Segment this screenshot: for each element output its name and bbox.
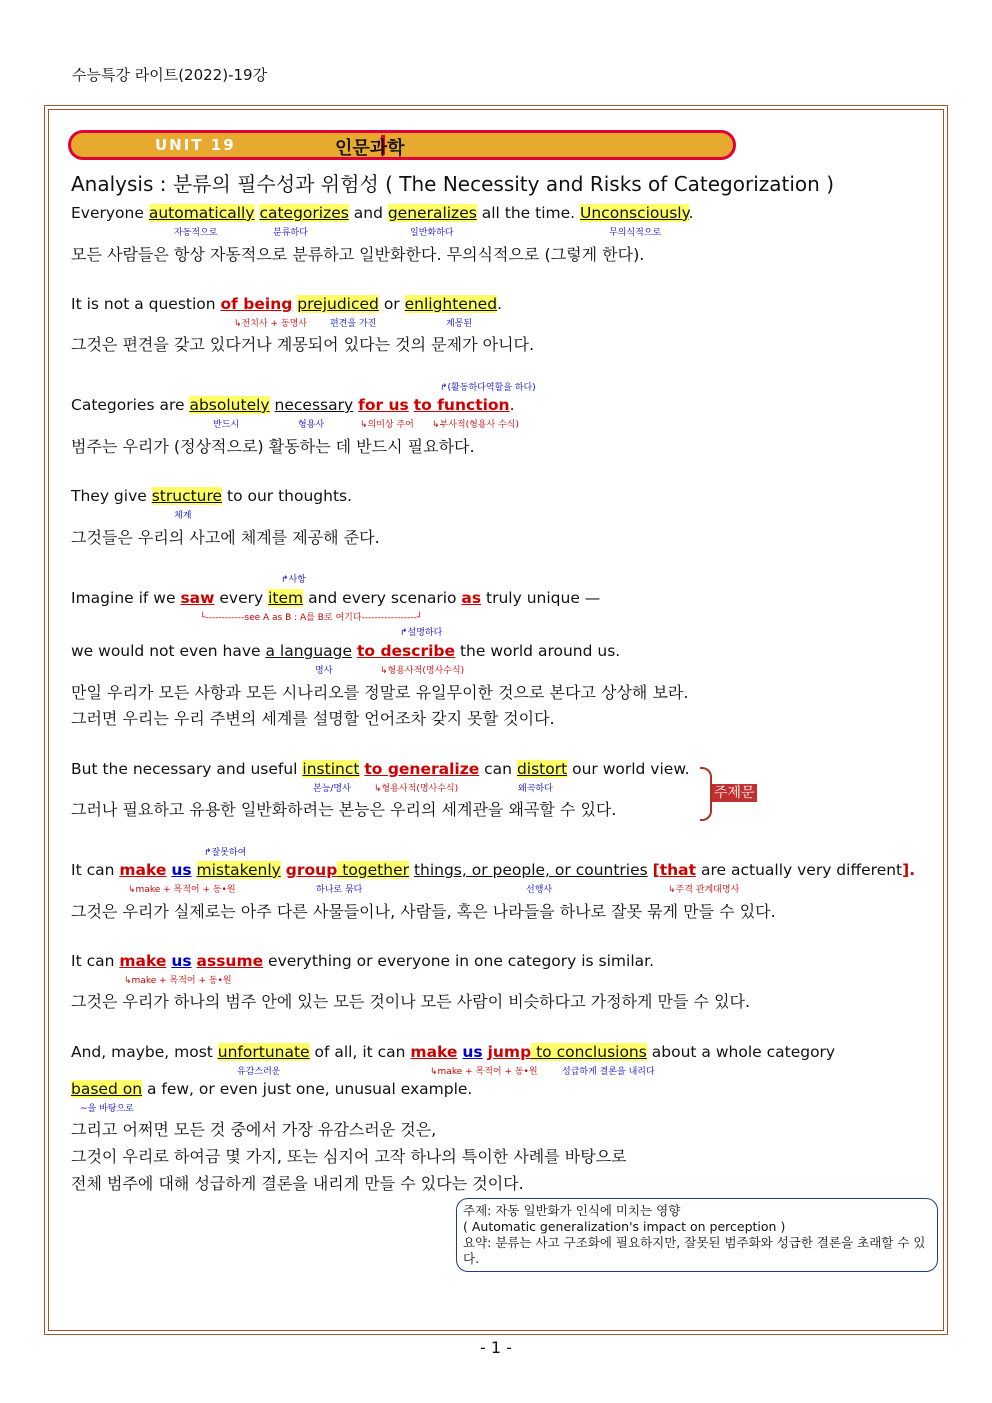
translation-8: 그것은 우리가 하나의 범주 안에 있는 모든 것이나 모든 사람이 비슷하다고 가정하게 만들 수 있다. xyxy=(71,992,751,1011)
annotation: 유감스러운 xyxy=(237,1067,281,1077)
annotation: 반드시 xyxy=(213,420,240,430)
unit-subject: 인문과학 xyxy=(335,138,405,159)
theme-sentence-tag: 주제문 xyxy=(714,785,755,801)
page-title: Analysis : 분류의 필수성과 위험성 ( The Necessity and Risks of Categorization ) xyxy=(71,172,834,196)
annotation: ↱잘못하여 xyxy=(204,848,247,858)
translation-5a: 만일 우리가 모든 사항과 모든 시나리오를 정말로 유일무이한 것으로 본다고 상상해 보라. xyxy=(71,683,689,702)
annotation: 자동적으로 xyxy=(174,228,218,238)
annotation: 선행사 xyxy=(526,885,553,895)
annotation: 왜곡하다 xyxy=(518,784,553,794)
annotation: 분류하다 xyxy=(273,228,308,238)
summary-text: 요약: 분류는 사고 구조화에 필요하지만, 잘못된 범주화와 성급한 결론을 초래할 수 있다. xyxy=(463,1235,926,1266)
annotation: ↳형용사적(명사수식) xyxy=(374,784,459,794)
sentence-4: They give structure to our thoughts. xyxy=(71,487,353,505)
sentence-8: It can make us assume everything or everyone in one category is similar. xyxy=(71,952,655,970)
annotation: ↱(활동하다역할을 하다) xyxy=(440,383,536,393)
translation-7: 그것은 우리가 실제로는 아주 다른 사물들이나, 사람들, 혹은 나라들을 하나로 잘못 묶게 만들 수 있다. xyxy=(71,902,776,921)
sentence-3: Categories are absolutely necessary for us to function. xyxy=(71,396,515,414)
translation-1: 모든 사람들은 항상 자동적으로 분류하고 일반화한다. 무의식적으로 (그렇게 한다). xyxy=(71,245,645,264)
annotation: 형용사 xyxy=(298,420,325,430)
summary-theme-english: ( Automatic generalization's impact on perception ) xyxy=(463,1219,786,1234)
summary-theme: 주제: 자동 일반화가 인식에 미치는 영향 xyxy=(463,1203,681,1218)
annotation: ↳형용사적(명사수식) xyxy=(380,666,465,676)
annotation: 계몽된 xyxy=(446,319,473,329)
annotation: ↳make + 목적어 + 동•원 xyxy=(430,1067,538,1077)
sentence-6: But the necessary and useful instinct to generalize can distort our world view. xyxy=(71,760,690,778)
summary-box xyxy=(456,1198,938,1272)
translation-5b: 그러면 우리는 우리 주변의 세계를 설명할 언어조차 갖지 못할 것이다. xyxy=(71,709,555,728)
page-number: - 1 - xyxy=(480,1338,512,1357)
annotation: ↳의미상 주어 xyxy=(360,420,414,430)
sentence-5a: Imagine if we saw every item and every scenario as truly unique — xyxy=(71,589,601,607)
unit-label: UNIT 19 xyxy=(77,135,385,155)
annotation: ↳make + 목적어 + 동•원 xyxy=(128,885,236,895)
translation-2: 그것은 편견을 갖고 있다거나 계몽되어 있다는 것의 문제가 아니다. xyxy=(71,335,535,354)
sentence-1: Everyone automatically categorizes and generalizes all the time. Unconsciously. xyxy=(71,204,694,222)
annotation: ↳부사적(형용사 수식) xyxy=(432,420,519,430)
sentence-7: It can make us mistakenly group together things, or people, or countries [that are actually very different]. xyxy=(71,861,916,879)
annotation: 성급하게 결론을 내리다 xyxy=(562,1067,655,1077)
translation-3: 범주는 우리가 (정상적으로) 활동하는 데 반드시 필요하다. xyxy=(71,437,475,456)
unit-banner xyxy=(68,130,736,160)
theme-bracket xyxy=(700,767,712,821)
document-header: 수능특강 라이트(2022)-19강 xyxy=(72,66,268,84)
annotation: ↱사항 xyxy=(281,575,306,585)
translation-9a: 그리고 어쩌면 모든 것 중에서 가장 유감스러운 것은, xyxy=(71,1120,437,1139)
annotation: ↳make + 목적어 + 동•원 xyxy=(124,976,232,986)
annotation: ~을 바탕으로 xyxy=(80,1104,134,1114)
translation-9c: 전체 범주에 대해 성급하게 결론을 내리게 만들 수 있다는 것이다. xyxy=(71,1174,524,1193)
annotation: 하나로 묶다 xyxy=(316,885,363,895)
annotation: └------------see A as B : A를 B로 여기다-----------------┘ xyxy=(200,613,423,623)
annotation: 명사 xyxy=(315,666,333,676)
sentence-9a: And, maybe, most unfortunate of all, it can make us jump to conclusions about a whole category xyxy=(71,1043,836,1061)
annotation: 일반화하다 xyxy=(410,228,454,238)
annotation: ↱설명하다 xyxy=(400,628,443,638)
translation-6: 그러나 필요하고 유용한 일반화하려는 본능은 우리의 세계관을 왜곡할 수 있다. xyxy=(71,800,617,819)
annotation: 편견을 가진 xyxy=(330,319,377,329)
annotation: 본능/명사 xyxy=(313,784,351,794)
translation-4: 그것들은 우리의 사고에 체계를 제공해 준다. xyxy=(71,528,380,547)
annotation: 무의식적으로 xyxy=(609,228,662,238)
annotation: ↳주격 관계대명사 xyxy=(668,885,740,895)
annotation: ↳전치사 + 동명사 xyxy=(234,319,307,329)
sentence-5b: we would not even have a language to describe the world around us. xyxy=(71,642,621,660)
sentence-9b: based on a few, or even just one, unusual example. xyxy=(71,1080,473,1098)
annotation: 체계 xyxy=(174,511,192,521)
sentence-2: It is not a question of being prejudiced or enlightened. xyxy=(71,295,502,313)
translation-9b: 그것이 우리로 하여금 몇 가지, 또는 심지어 고작 하나의 특이한 사례를 바탕으로 xyxy=(71,1147,627,1166)
